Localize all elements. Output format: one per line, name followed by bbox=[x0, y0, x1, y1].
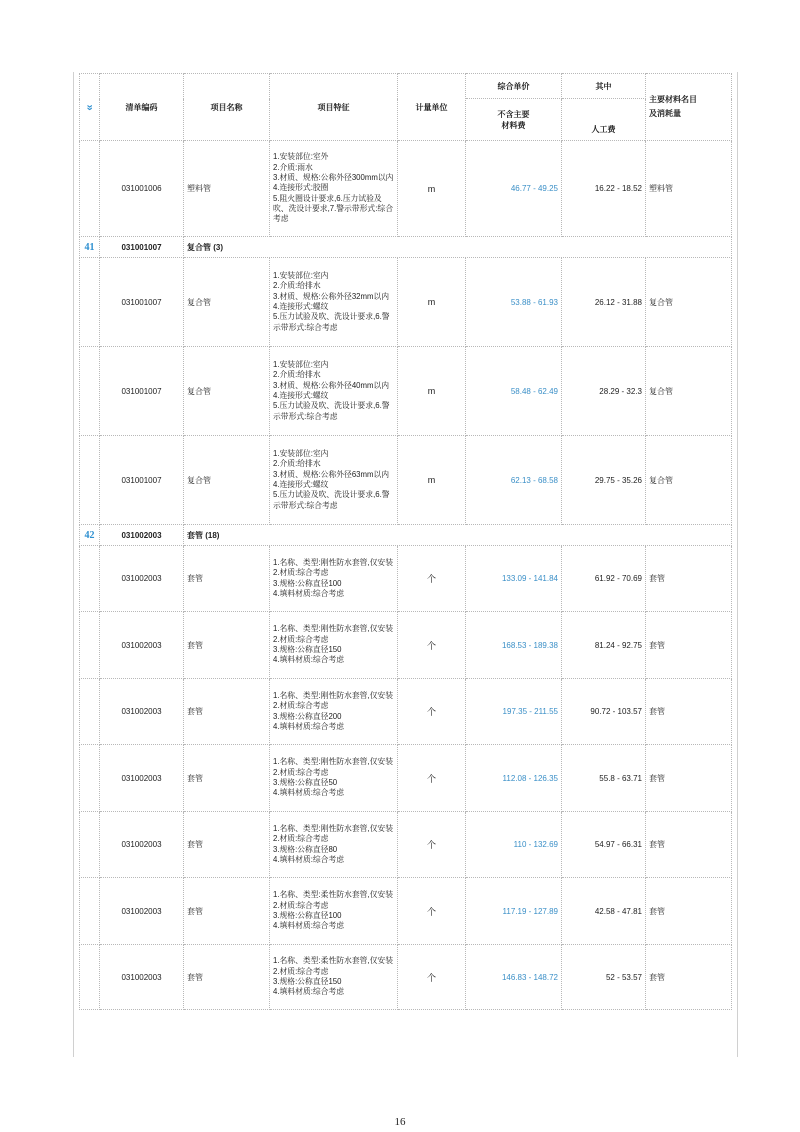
table-row bbox=[80, 347, 732, 436]
item-labor-range: 54.97 - 66.31 bbox=[562, 812, 646, 878]
item-price-range[interactable]: 46.77 - 49.25 bbox=[466, 141, 562, 237]
item-material: 套管 bbox=[646, 612, 732, 679]
item-price-range[interactable]: 197.35 - 211.55 bbox=[466, 679, 562, 745]
row-blank bbox=[80, 945, 100, 1010]
item-labor-range: 42.58 - 47.81 bbox=[562, 878, 646, 945]
item-name: 套管 bbox=[184, 812, 270, 878]
item-name: 复合管 bbox=[184, 436, 270, 525]
item-labor-range: 52 - 53.57 bbox=[562, 945, 646, 1010]
group-title: 复合管 (3) bbox=[184, 237, 732, 258]
group-code: 031001007 bbox=[100, 237, 184, 258]
item-labor-range: 16.22 - 18.52 bbox=[562, 141, 646, 237]
row-blank bbox=[80, 745, 100, 812]
header-unit: 计量单位 bbox=[398, 74, 466, 141]
table-row bbox=[80, 612, 732, 679]
table-row bbox=[80, 679, 732, 745]
item-feature: 1.安装部位:室外 2.介质:雨水 3.材质、规格:公称外径300mm以内 4.连接形式:胶圈 5.阻火圈设计要求,6.压力试验及吹、洗设计要求,7.警示带形式:综合考虑 bbox=[270, 141, 398, 237]
item-labor-range: 81.24 - 92.75 bbox=[562, 612, 646, 679]
item-material: 套管 bbox=[646, 546, 732, 612]
item-material: 套管 bbox=[646, 679, 732, 745]
item-feature: 1.名称、类型:刚性防水套管,仅安装 2.材质:综合考虑 3.规格:公称直径50 4.填料材质:综合考虑 bbox=[270, 745, 398, 812]
item-unit: m bbox=[398, 141, 466, 237]
item-feature: 1.名称、类型:刚性防水套管,仅安装 2.材质:综合考虑 3.规格:公称直径80 4.填料材质:综合考虑 bbox=[270, 812, 398, 878]
item-material: 套管 bbox=[646, 745, 732, 812]
item-code: 031001007 bbox=[100, 347, 184, 436]
item-feature: 1.名称、类型:刚性防水套管,仅安装 2.材质:综合考虑 3.规格:公称直径150 4.填料材质:综合考虑 bbox=[270, 612, 398, 679]
table-row bbox=[80, 945, 732, 1010]
item-labor-range: 28.29 - 32.3 bbox=[562, 347, 646, 436]
item-unit: 个 bbox=[398, 679, 466, 745]
item-name: 套管 bbox=[184, 745, 270, 812]
group-row[interactable] bbox=[80, 525, 732, 546]
table-row bbox=[80, 436, 732, 525]
item-code: 031002003 bbox=[100, 945, 184, 1010]
row-blank bbox=[80, 347, 100, 436]
collapse-chevron-icon[interactable]: » bbox=[56, 97, 123, 117]
item-feature: 1.安装部位:室内 2.介质:给排水 3.材质、规格:公称外径63mm以内 4.连接形式:螺纹 5.压力试验及吹、洗设计要求,6.警示带形式:综合考虑 bbox=[270, 436, 398, 525]
row-blank bbox=[80, 436, 100, 525]
item-feature: 1.安装部位:室内 2.介质:给排水 3.材质、规格:公称外径32mm以内 4.连接形式:螺纹 5.压力试验及吹、洗设计要求,6.警示带形式:综合考虑 bbox=[270, 258, 398, 347]
header-price-excl-material: 不含主要 材料费 bbox=[466, 99, 562, 141]
header-material: 主要材料名目 及消耗量 bbox=[646, 74, 732, 141]
item-labor-range: 90.72 - 103.57 bbox=[562, 679, 646, 745]
item-price-range[interactable]: 62.13 - 68.58 bbox=[466, 436, 562, 525]
item-unit: 个 bbox=[398, 945, 466, 1010]
item-name: 塑料管 bbox=[184, 141, 270, 237]
item-unit: m bbox=[398, 347, 466, 436]
item-material: 塑料管 bbox=[646, 141, 732, 237]
item-name: 套管 bbox=[184, 612, 270, 679]
item-feature: 1.安装部位:室内 2.介质:给排水 3.材质、规格:公称外径40mm以内 4.连接形式:螺纹 5.压力试验及吹、洗设计要求,6.警示带形式:综合考虑 bbox=[270, 347, 398, 436]
item-code: 031002003 bbox=[100, 546, 184, 612]
group-number: 42 bbox=[80, 525, 100, 546]
group-code: 031002003 bbox=[100, 525, 184, 546]
item-feature: 1.名称、类型:柔性防水套管,仅安装 2.材质:综合考虑 3.规格:公称直径100 4.填料材质:综合考虑 bbox=[270, 878, 398, 945]
header-composite-price: 综合单价 bbox=[466, 74, 562, 99]
item-material: 复合管 bbox=[646, 436, 732, 525]
item-code: 031001007 bbox=[100, 258, 184, 347]
item-code: 031002003 bbox=[100, 812, 184, 878]
item-code: 031002003 bbox=[100, 878, 184, 945]
item-unit: 个 bbox=[398, 612, 466, 679]
item-unit: 个 bbox=[398, 546, 466, 612]
table-row bbox=[80, 812, 732, 878]
item-material: 套管 bbox=[646, 945, 732, 1010]
header-feature: 项目特征 bbox=[270, 74, 398, 141]
item-name: 套管 bbox=[184, 945, 270, 1010]
item-price-range[interactable]: 110 - 132.69 bbox=[466, 812, 562, 878]
item-unit: 个 bbox=[398, 812, 466, 878]
item-price-range[interactable]: 133.09 - 141.84 bbox=[466, 546, 562, 612]
item-feature: 1.名称、类型:刚性防水套管,仅安装 2.材质:综合考虑 3.规格:公称直径200 4.填料材质:综合考虑 bbox=[270, 679, 398, 745]
item-code: 031002003 bbox=[100, 612, 184, 679]
header-code: 清单编码 bbox=[100, 74, 184, 141]
item-name: 套管 bbox=[184, 878, 270, 945]
group-number: 41 bbox=[80, 237, 100, 258]
item-unit: 个 bbox=[398, 745, 466, 812]
header-of-which: 其中 bbox=[562, 74, 646, 99]
table-row bbox=[80, 258, 732, 347]
item-labor-range: 61.92 - 70.69 bbox=[562, 546, 646, 612]
table-row bbox=[80, 546, 732, 612]
page-frame-right bbox=[737, 72, 738, 1057]
bill-of-quantities-table bbox=[79, 73, 732, 1010]
item-code: 031002003 bbox=[100, 679, 184, 745]
table-body bbox=[80, 141, 732, 1010]
item-feature: 1.名称、类型:刚性防水套管,仅安装 2.材质:综合考虑 3.规格:公称直径100 4.填料材质:综合考虑 bbox=[270, 546, 398, 612]
item-price-range[interactable]: 112.08 - 126.35 bbox=[466, 745, 562, 812]
item-price-range[interactable]: 117.19 - 127.89 bbox=[466, 878, 562, 945]
table-row bbox=[80, 141, 732, 237]
header-labor: 人工费 bbox=[562, 99, 646, 141]
item-name: 套管 bbox=[184, 546, 270, 612]
item-material: 套管 bbox=[646, 812, 732, 878]
header-name: 项目名称 bbox=[184, 74, 270, 141]
group-row[interactable] bbox=[80, 237, 732, 258]
item-price-range[interactable]: 146.83 - 148.72 bbox=[466, 945, 562, 1010]
row-blank bbox=[80, 812, 100, 878]
item-unit: m bbox=[398, 258, 466, 347]
item-feature: 1.名称、类型:柔性防水套管,仅安装 2.材质:综合考虑 3.规格:公称直径150 4.填料材质:综合考虑 bbox=[270, 945, 398, 1010]
item-price-range[interactable]: 58.48 - 62.49 bbox=[466, 347, 562, 436]
item-labor-range: 26.12 - 31.88 bbox=[562, 258, 646, 347]
row-blank bbox=[80, 612, 100, 679]
item-price-range[interactable]: 168.53 - 189.38 bbox=[466, 612, 562, 679]
page-frame-left bbox=[73, 72, 74, 1057]
item-material: 复合管 bbox=[646, 347, 732, 436]
item-name: 复合管 bbox=[184, 347, 270, 436]
item-unit: 个 bbox=[398, 878, 466, 945]
item-price-range[interactable]: 53.88 - 61.93 bbox=[466, 258, 562, 347]
row-blank bbox=[80, 878, 100, 945]
table-row bbox=[80, 745, 732, 812]
row-blank bbox=[80, 141, 100, 237]
item-code: 031002003 bbox=[100, 745, 184, 812]
item-material: 复合管 bbox=[646, 258, 732, 347]
row-blank bbox=[80, 258, 100, 347]
row-blank bbox=[80, 546, 100, 612]
item-unit: m bbox=[398, 436, 466, 525]
item-name: 复合管 bbox=[184, 258, 270, 347]
page-number: 16 bbox=[394, 1116, 406, 1128]
item-code: 031001006 bbox=[100, 141, 184, 237]
item-material: 套管 bbox=[646, 878, 732, 945]
item-code: 031001007 bbox=[100, 436, 184, 525]
item-labor-range: 55.8 - 63.71 bbox=[562, 745, 646, 812]
item-name: 套管 bbox=[184, 679, 270, 745]
group-title: 套管 (18) bbox=[184, 525, 732, 546]
item-labor-range: 29.75 - 35.26 bbox=[562, 436, 646, 525]
table-row bbox=[80, 878, 732, 945]
row-blank bbox=[80, 679, 100, 745]
